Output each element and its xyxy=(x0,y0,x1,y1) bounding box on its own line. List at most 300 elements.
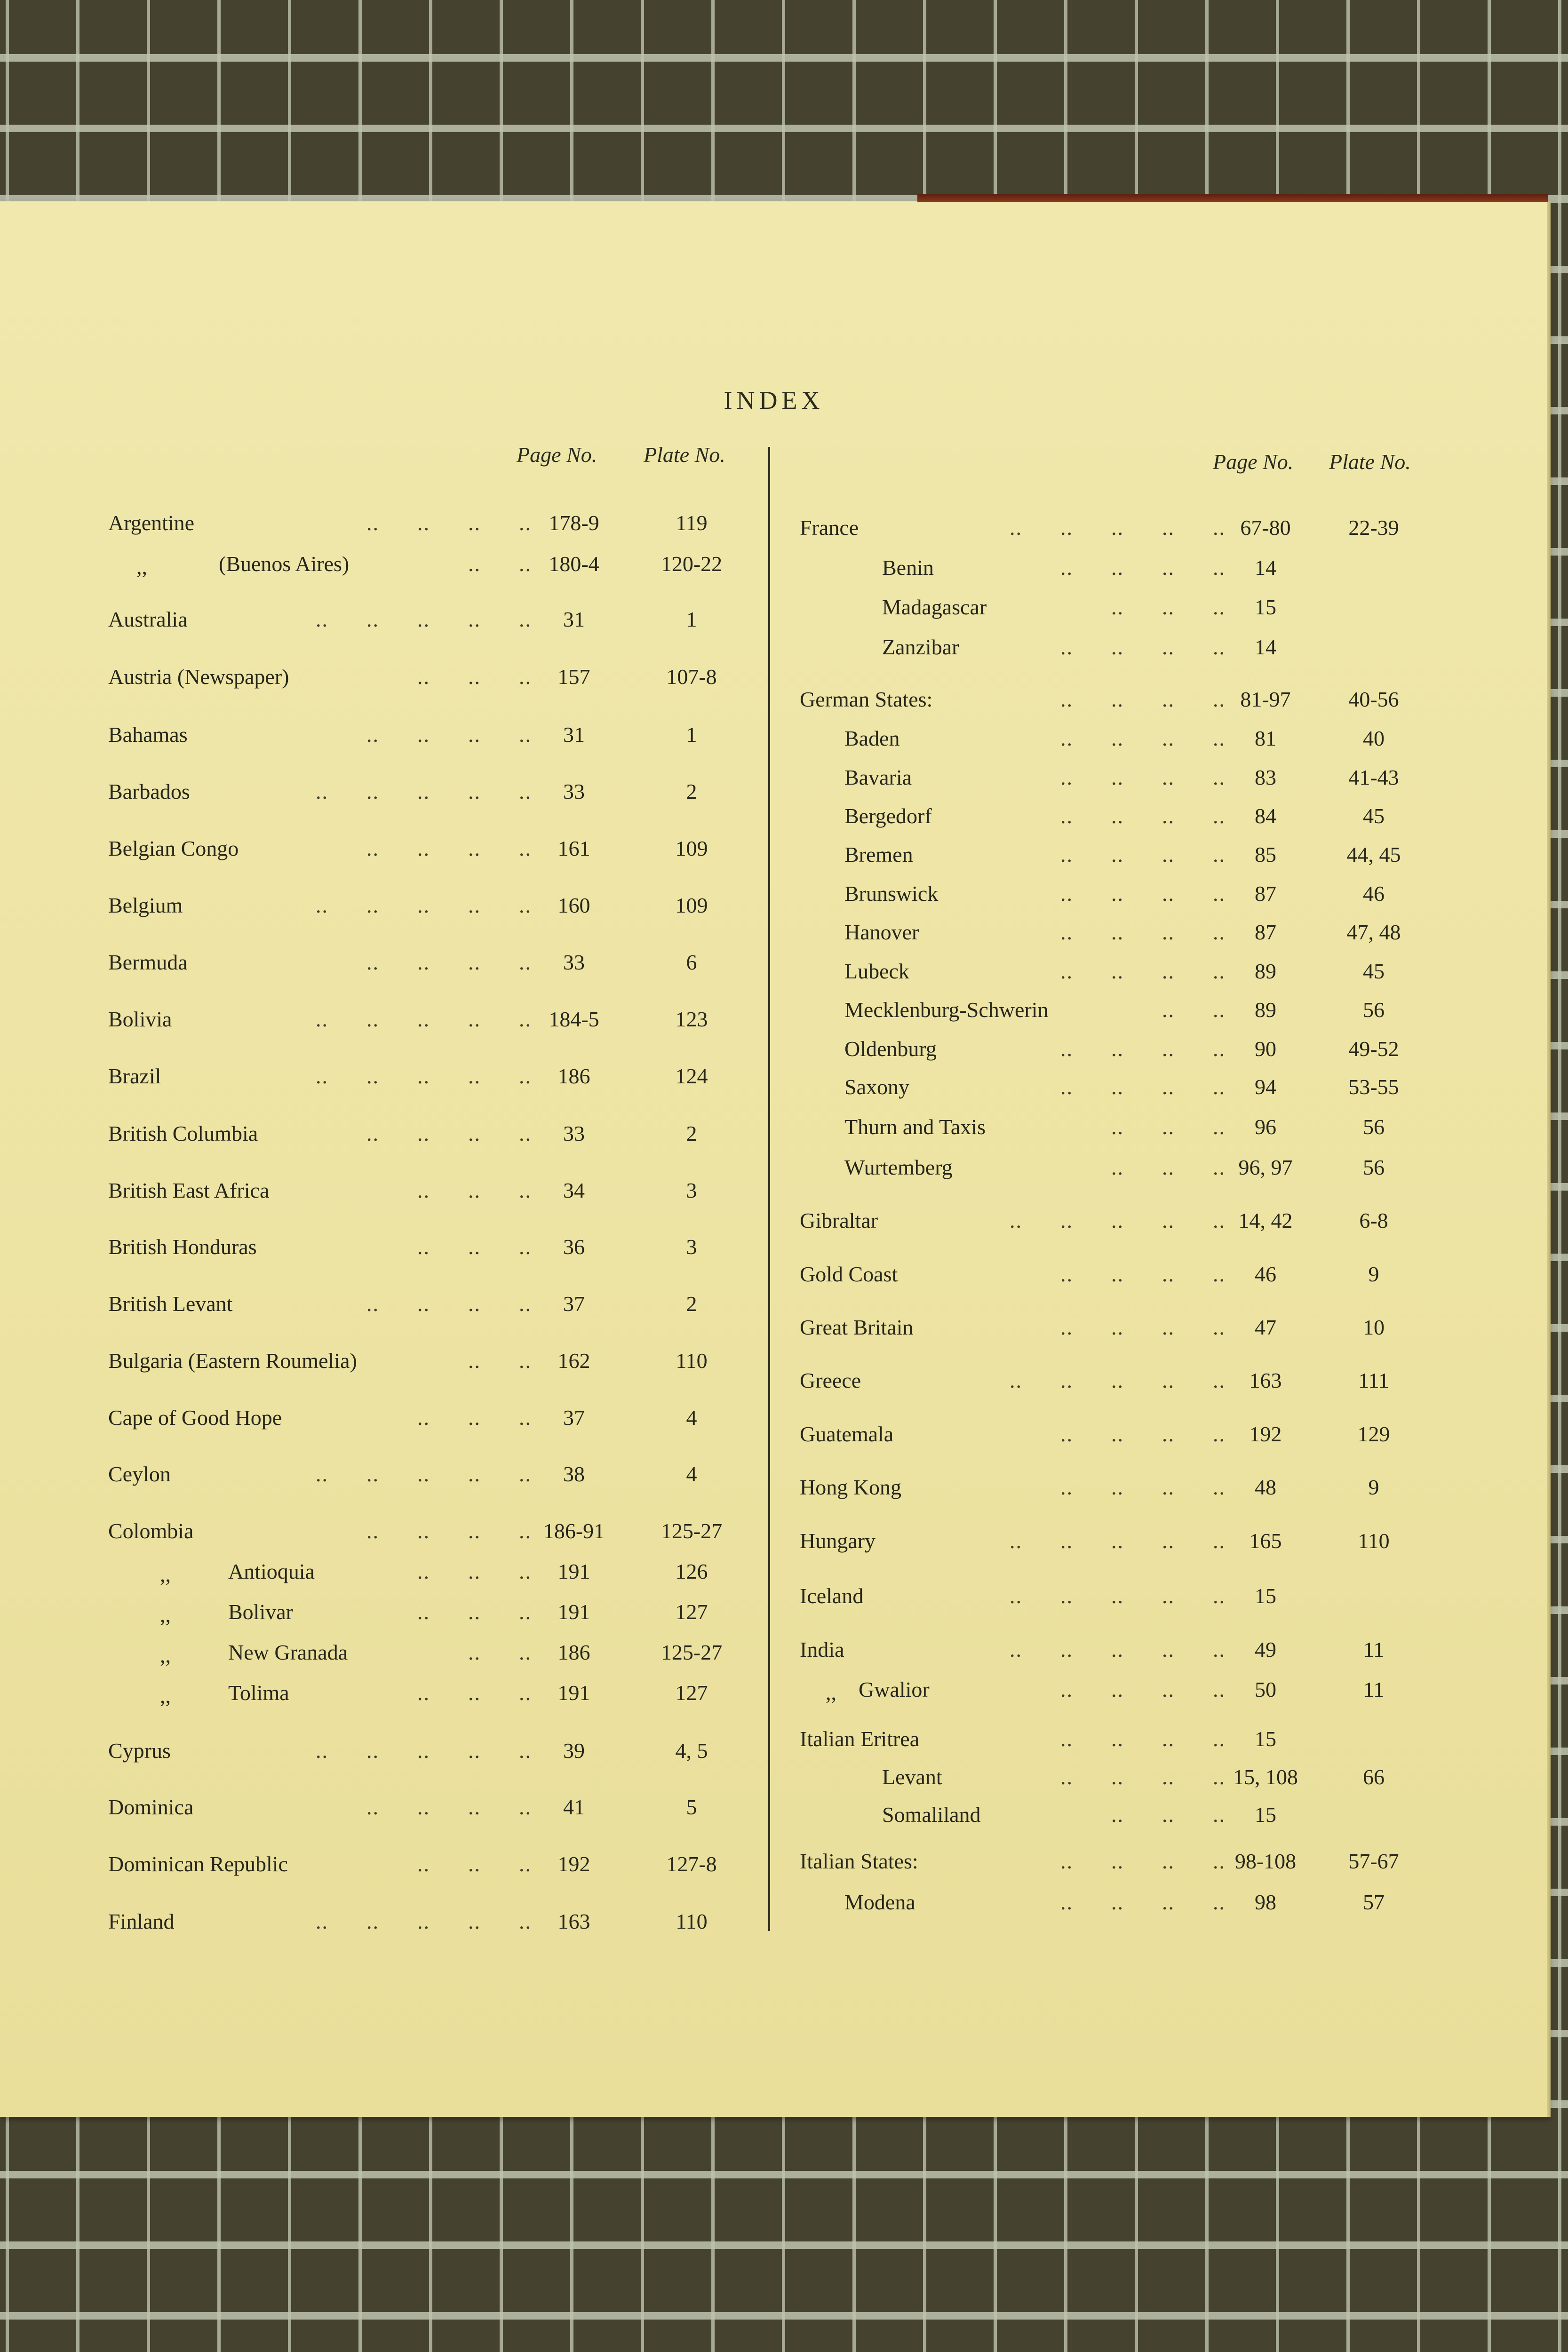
plate-number: 1 xyxy=(686,607,697,631)
dot-leader: .. .. .. .. xyxy=(1060,1315,1226,1339)
entry-name: India xyxy=(800,1637,844,1661)
index-entry xyxy=(800,881,1458,909)
index-entry xyxy=(800,1528,1458,1557)
page-number: 81-97 xyxy=(1240,687,1291,711)
page-number: 33 xyxy=(563,950,585,974)
plate-number: 45 xyxy=(1363,804,1385,828)
dot-leader: .. .. .. .. xyxy=(1060,959,1226,983)
index-entry xyxy=(800,997,1458,1025)
entry-name: (Buenos Aires) xyxy=(219,552,350,576)
entry-name: Argentine xyxy=(108,511,195,535)
dot-leader: .. .. .. .. xyxy=(366,723,532,747)
page-number: 85 xyxy=(1255,842,1276,866)
dot-leader: .. .. .. xyxy=(417,1235,532,1259)
page-number: 87 xyxy=(1255,882,1276,906)
plate-number: 123 xyxy=(675,1007,708,1031)
dot-leader: .. .. .. .. xyxy=(366,1121,532,1145)
entry-name: Dominica xyxy=(108,1795,194,1819)
entry-name: Lubeck xyxy=(844,959,909,983)
entry-name: Hanover xyxy=(844,920,919,944)
entry-name: German States: xyxy=(800,687,933,711)
dot-leader: .. .. .. .. .. xyxy=(316,607,532,631)
plate-number: 11 xyxy=(1363,1637,1385,1661)
page-number: 191 xyxy=(557,1600,590,1624)
index-entry xyxy=(800,1764,1458,1793)
dot-leader: .. .. .. xyxy=(417,1178,532,1202)
index-entry xyxy=(108,1007,767,1035)
index-entry xyxy=(800,1074,1458,1103)
dot-leader: .. .. xyxy=(468,552,532,576)
entry-name: Bolivar xyxy=(228,1600,293,1624)
page-number: 31 xyxy=(563,607,585,631)
ditto-mark: ,, xyxy=(160,1603,171,1627)
entry-name: Bolivia xyxy=(108,1007,172,1031)
page-number: 15 xyxy=(1255,1727,1276,1751)
page-number: 37 xyxy=(563,1406,585,1430)
dot-leader: .. .. .. .. xyxy=(1060,687,1226,711)
plate-number: 3 xyxy=(686,1178,697,1202)
index-entry xyxy=(108,1738,767,1766)
entry-name: Greece xyxy=(800,1368,861,1392)
dot-leader: .. .. .. .. xyxy=(1060,1475,1226,1499)
entry-name: Gwalior xyxy=(859,1677,930,1701)
dot-leader: .. .. .. .. .. xyxy=(316,893,532,917)
index-entry xyxy=(108,551,767,580)
entry-name: Levant xyxy=(882,1765,942,1789)
plate-number: 124 xyxy=(675,1064,708,1088)
index-entry xyxy=(800,959,1458,987)
ditto-mark: ,, xyxy=(160,1684,171,1708)
page-number: 49 xyxy=(1255,1637,1276,1661)
dot-leader: .. .. .. .. xyxy=(366,950,532,974)
index-entry xyxy=(108,1518,767,1547)
plate-number: 6 xyxy=(686,950,697,974)
entry-name: Bulgaria (Eastern Roumelia) xyxy=(108,1349,357,1373)
plate-number: 9 xyxy=(1368,1475,1379,1499)
dot-leader: .. .. .. .. xyxy=(366,836,532,860)
plate-number: 53-55 xyxy=(1348,1075,1399,1099)
page-number: 50 xyxy=(1255,1677,1276,1701)
entry-name: Baden xyxy=(844,726,900,750)
entry-name: Italian States: xyxy=(800,1849,918,1873)
page-number: 15 xyxy=(1255,1803,1276,1827)
dot-leader: .. .. .. .. xyxy=(1060,1677,1226,1701)
ditto-mark: ,, xyxy=(160,1643,171,1667)
page-number: 165 xyxy=(1249,1529,1282,1553)
plate-number: 3 xyxy=(686,1235,697,1259)
entry-name: Wurtemberg xyxy=(844,1155,953,1179)
entry-name: Belgian Congo xyxy=(108,836,239,860)
page-number: 41 xyxy=(563,1795,585,1819)
plate-number: 6-8 xyxy=(1359,1208,1388,1232)
index-entry xyxy=(800,1155,1458,1183)
dot-leader: .. .. .. .. .. xyxy=(1010,516,1226,540)
dot-leader: .. .. .. xyxy=(417,1681,532,1705)
dot-leader: .. .. .. .. xyxy=(1060,556,1226,580)
dot-leader: .. .. .. .. .. xyxy=(1010,1637,1226,1661)
index-entry xyxy=(800,595,1458,623)
dot-leader: .. .. .. .. .. xyxy=(316,1462,532,1486)
index-entry xyxy=(800,842,1458,870)
page-number: 157 xyxy=(557,665,590,689)
plate-number: 126 xyxy=(675,1559,708,1583)
plate-number: 11 xyxy=(1363,1677,1385,1701)
page-number: 38 xyxy=(563,1462,585,1486)
index-entry xyxy=(108,664,767,692)
index-entry xyxy=(800,726,1458,754)
dot-leader: .. .. .. xyxy=(417,1600,532,1624)
page-number: 191 xyxy=(557,1559,590,1583)
page-number: 191 xyxy=(557,1681,590,1705)
index-entry xyxy=(800,1475,1458,1503)
page-number: 47 xyxy=(1255,1315,1276,1339)
page-number: 48 xyxy=(1255,1475,1276,1499)
page-number: 161 xyxy=(557,836,590,860)
plate-number: 49-52 xyxy=(1348,1037,1399,1061)
plate-number: 10 xyxy=(1363,1315,1385,1339)
plate-number: 9 xyxy=(1368,1262,1379,1286)
plate-number: 56 xyxy=(1363,998,1385,1022)
entry-name: Bavaria xyxy=(844,765,912,789)
plate-number: 125-27 xyxy=(661,1519,723,1543)
index-entry xyxy=(800,1422,1458,1450)
plate-number: 4, 5 xyxy=(675,1739,708,1763)
page-number: 98 xyxy=(1255,1890,1276,1914)
plate-number: 2 xyxy=(686,779,697,803)
left-page-no-header: Page No. xyxy=(517,443,597,467)
dot-leader: .. .. .. .. .. xyxy=(1010,1208,1226,1232)
dot-leader: .. .. .. xyxy=(417,1406,532,1430)
entry-name: Zanzibar xyxy=(882,635,959,659)
plate-number: 56 xyxy=(1363,1115,1385,1139)
index-entry xyxy=(108,510,767,539)
dot-leader: .. .. .. .. xyxy=(366,511,532,535)
entry-name: Hungary xyxy=(800,1529,876,1553)
entry-name: Benin xyxy=(882,556,934,580)
left-plate-no-header: Plate No. xyxy=(644,443,725,467)
page-number: 14, 42 xyxy=(1238,1208,1293,1232)
index-entry xyxy=(108,1348,767,1376)
page-number: 184-5 xyxy=(549,1007,599,1031)
entry-name: Dominican Republic xyxy=(108,1852,288,1876)
entry-name: British Columbia xyxy=(108,1121,258,1145)
dot-leader: .. .. .. xyxy=(1111,1803,1226,1827)
index-entry xyxy=(800,555,1458,583)
plate-number: 120-22 xyxy=(661,552,723,576)
index-entry xyxy=(800,1677,1458,1705)
entry-name: Brazil xyxy=(108,1064,161,1088)
dot-leader: .. .. xyxy=(468,1349,532,1373)
column-divider xyxy=(768,447,770,1931)
entry-name: Brunswick xyxy=(844,882,939,906)
dot-leader: .. .. .. .. xyxy=(366,1795,532,1819)
index-entry xyxy=(108,607,767,635)
ditto-mark: ,, xyxy=(136,555,147,579)
entry-name: Australia xyxy=(108,607,188,631)
index-entry xyxy=(800,1802,1458,1830)
entry-name: Antioquia xyxy=(228,1559,315,1583)
entry-name: Finland xyxy=(108,1909,175,1933)
dot-leader: .. .. .. .. xyxy=(1060,1422,1226,1446)
plate-number: 40 xyxy=(1363,726,1385,750)
page-number: 15, 108 xyxy=(1233,1765,1298,1789)
entry-name: Hong Kong xyxy=(800,1475,901,1499)
page-number: 89 xyxy=(1255,998,1276,1022)
dot-leader: .. .. .. .. .. xyxy=(1010,1368,1226,1392)
index-entry xyxy=(108,1405,767,1433)
dot-leader: .. .. .. xyxy=(417,665,532,689)
plate-number: 45 xyxy=(1363,959,1385,983)
page-number: 160 xyxy=(557,893,590,917)
plate-number: 119 xyxy=(676,511,708,535)
page-number: 192 xyxy=(557,1852,590,1876)
entry-name: Austria (Newspaper) xyxy=(108,665,289,689)
page-number: 94 xyxy=(1255,1075,1276,1099)
entry-name: Gold Coast xyxy=(800,1262,898,1286)
page-title: INDEX xyxy=(724,386,824,414)
page-number: 14 xyxy=(1255,556,1276,580)
page-number: 33 xyxy=(563,1121,585,1145)
index-entry xyxy=(800,1637,1458,1665)
dot-leader: .. .. .. .. xyxy=(1060,920,1226,944)
page-number: 36 xyxy=(563,1235,585,1259)
page-number: 163 xyxy=(557,1909,590,1933)
dot-leader: .. .. .. .. xyxy=(1060,882,1226,906)
index-entry xyxy=(800,1262,1458,1290)
plate-number: 109 xyxy=(675,893,708,917)
index-entry xyxy=(108,1121,767,1149)
plate-number: 4 xyxy=(686,1406,697,1430)
dot-leader: .. .. .. .. xyxy=(1060,1765,1226,1789)
dot-leader: .. .. .. .. xyxy=(1060,726,1226,750)
page-number: 90 xyxy=(1255,1037,1276,1061)
page-number: 46 xyxy=(1255,1262,1276,1286)
index-entry xyxy=(800,635,1458,663)
page-number: 162 xyxy=(557,1349,590,1373)
entry-name: Belgium xyxy=(108,893,183,917)
index-entry xyxy=(800,803,1458,832)
plate-number: 41-43 xyxy=(1348,765,1399,789)
index-entry xyxy=(800,1114,1458,1143)
right-plate-no-header: Plate No. xyxy=(1329,450,1411,474)
entry-name: Tolima xyxy=(228,1681,289,1705)
entry-name: Ceylon xyxy=(108,1462,171,1486)
entry-name: France xyxy=(800,516,859,540)
plate-number: 1 xyxy=(686,723,697,747)
page-number: 87 xyxy=(1255,920,1276,944)
entry-name: Somaliland xyxy=(882,1803,981,1827)
page-number: 163 xyxy=(1249,1368,1282,1392)
page-number: 96, 97 xyxy=(1238,1155,1293,1179)
entry-name: Gibraltar xyxy=(800,1208,878,1232)
page-number: 15 xyxy=(1255,1584,1276,1608)
dot-leader: .. .. .. .. xyxy=(1060,1727,1226,1751)
dot-leader: .. .. .. .. .. xyxy=(316,1909,532,1933)
dot-leader: .. .. .. xyxy=(1111,1115,1226,1139)
index-entry xyxy=(108,1599,767,1628)
entry-name: British Honduras xyxy=(108,1235,257,1259)
page-number: 34 xyxy=(563,1178,585,1202)
index-entry xyxy=(800,515,1458,543)
page-number: 83 xyxy=(1255,765,1276,789)
index-entry xyxy=(800,1726,1458,1755)
entry-name: Bahamas xyxy=(108,723,188,747)
page-number: 81 xyxy=(1255,726,1276,750)
dot-leader: .. .. .. .. .. xyxy=(316,779,532,803)
index-entry xyxy=(108,1640,767,1668)
index-entry xyxy=(800,1036,1458,1065)
plate-number: 4 xyxy=(686,1462,697,1486)
entry-name: Barbados xyxy=(108,779,190,803)
page-number: 84 xyxy=(1255,804,1276,828)
entry-name: New Granada xyxy=(228,1640,348,1664)
plate-number: 44, 45 xyxy=(1346,842,1401,866)
page-number: 178-9 xyxy=(549,511,599,535)
plate-number: 127 xyxy=(675,1681,708,1705)
plate-number: 110 xyxy=(1358,1529,1390,1553)
page-number: 186-91 xyxy=(543,1519,605,1543)
entry-name: British East Africa xyxy=(108,1178,270,1202)
index-entry xyxy=(108,893,767,921)
index-entry xyxy=(800,1849,1458,1877)
index-entry xyxy=(108,722,767,750)
dot-leader: .. .. .. .. xyxy=(1060,1075,1226,1099)
dot-leader: .. .. .. .. xyxy=(1060,1037,1226,1061)
plate-number: 57 xyxy=(1363,1890,1385,1914)
page-number: 96 xyxy=(1255,1115,1276,1139)
dot-leader: .. .. .. .. xyxy=(1060,1849,1226,1873)
page-number: 31 xyxy=(563,723,585,747)
dot-leader: .. .. .. .. xyxy=(1060,842,1226,866)
page-number: 186 xyxy=(557,1640,590,1664)
index-entry xyxy=(108,1795,767,1823)
plate-number: 127 xyxy=(675,1600,708,1624)
dot-leader: .. .. .. .. xyxy=(1060,1262,1226,1286)
index-entry xyxy=(108,1178,767,1206)
index-entry xyxy=(108,836,767,864)
index-entry xyxy=(108,950,767,978)
entry-name: Thurn and Taxis xyxy=(844,1115,986,1139)
entry-name: Guatemala xyxy=(800,1422,894,1446)
entry-name: Bremen xyxy=(844,842,913,866)
dot-leader: .. .. .. .. .. xyxy=(1010,1529,1226,1553)
entry-name: Colombia xyxy=(108,1519,194,1543)
page-number: 186 xyxy=(557,1064,590,1088)
entry-name: Bermuda xyxy=(108,950,188,974)
index-entry xyxy=(108,1680,767,1708)
index-entry xyxy=(800,1208,1458,1236)
plate-number: 109 xyxy=(675,836,708,860)
plate-number: 57-67 xyxy=(1348,1849,1399,1873)
plate-number: 129 xyxy=(1357,1422,1390,1446)
dot-leader: .. .. .. xyxy=(1111,1155,1226,1179)
plate-number: 127-8 xyxy=(666,1852,717,1876)
index-entry xyxy=(108,1851,767,1880)
entry-name: Bergedorf xyxy=(844,804,932,828)
entry-name: Cape of Good Hope xyxy=(108,1406,282,1430)
dot-leader: .. .. .. xyxy=(417,1559,532,1583)
entry-name: Saxony xyxy=(844,1075,909,1099)
index-entry xyxy=(108,1291,767,1319)
dot-leader: .. .. .. .. .. xyxy=(316,1064,532,1088)
dot-leader: .. .. .. xyxy=(1111,595,1226,619)
plate-number: 40-56 xyxy=(1348,687,1399,711)
book-binding-edge xyxy=(917,194,1548,202)
entry-name: Oldenburg xyxy=(844,1037,937,1061)
dot-leader: .. .. .. xyxy=(417,1852,532,1876)
page-number: 192 xyxy=(1249,1422,1282,1446)
plate-number: 110 xyxy=(676,1909,708,1933)
dot-leader: .. .. .. .. xyxy=(1060,804,1226,828)
entry-name: British Levant xyxy=(108,1292,233,1316)
page-number: 37 xyxy=(563,1292,585,1316)
index-entry xyxy=(800,765,1458,793)
right-page-no-header: Page No. xyxy=(1213,450,1294,474)
dot-leader: .. .. .. .. .. xyxy=(316,1007,532,1031)
index-entry xyxy=(108,779,767,807)
page-number: 98-108 xyxy=(1234,1849,1297,1873)
ditto-mark: ,, xyxy=(826,1680,836,1704)
plate-number: 111 xyxy=(1358,1368,1389,1392)
plate-number: 110 xyxy=(676,1349,708,1373)
index-entry xyxy=(108,1064,767,1092)
page-number: 15 xyxy=(1255,595,1276,619)
entry-name: Mecklenburg-Schwerin xyxy=(844,998,1049,1022)
plate-number: 107-8 xyxy=(666,665,717,689)
dot-leader: .. .. .. .. xyxy=(1060,765,1226,789)
index-entry xyxy=(108,1909,767,1937)
dot-leader: .. .. .. .. .. xyxy=(1010,1584,1226,1608)
plate-number: 5 xyxy=(686,1795,697,1819)
plate-number: 66 xyxy=(1363,1765,1385,1789)
page-number: 67-80 xyxy=(1240,516,1291,540)
dot-leader: .. .. .. .. xyxy=(366,1292,532,1316)
page-number: 14 xyxy=(1255,635,1276,659)
index-entry xyxy=(800,1890,1458,1918)
plate-number: 46 xyxy=(1363,882,1385,906)
plate-number: 56 xyxy=(1363,1155,1385,1179)
entry-name: Cyprus xyxy=(108,1739,171,1763)
index-entry xyxy=(800,1315,1458,1343)
page-number: 180-4 xyxy=(549,552,599,576)
entry-name: Great Britain xyxy=(800,1315,914,1339)
index-entry xyxy=(800,687,1458,715)
page-number: 39 xyxy=(563,1739,585,1763)
index-entry xyxy=(800,920,1458,948)
dot-leader: .. .. .. .. .. xyxy=(316,1739,532,1763)
ditto-mark: ,, xyxy=(160,1562,171,1586)
page-number: 89 xyxy=(1255,959,1276,983)
index-entry xyxy=(108,1234,767,1263)
plate-number: 22-39 xyxy=(1348,516,1399,540)
plate-number: 2 xyxy=(686,1121,697,1145)
plate-number: 47, 48 xyxy=(1346,920,1401,944)
entry-name: Madagascar xyxy=(882,595,987,619)
dot-leader: .. .. .. .. xyxy=(1060,635,1226,659)
plate-number: 125-27 xyxy=(661,1640,723,1664)
index-entry xyxy=(800,1368,1458,1396)
entry-name: Modena xyxy=(844,1890,915,1914)
entry-name: Italian Eritrea xyxy=(800,1727,920,1751)
dot-leader: .. .. xyxy=(468,1640,532,1664)
index-entry xyxy=(800,1583,1458,1612)
page-number: 33 xyxy=(563,779,585,803)
dot-leader: .. .. .. .. xyxy=(1060,1890,1226,1914)
dot-leader: .. .. xyxy=(1162,998,1226,1022)
index-entry xyxy=(108,1559,767,1587)
index-entry xyxy=(108,1462,767,1490)
entry-name: Iceland xyxy=(800,1584,864,1608)
